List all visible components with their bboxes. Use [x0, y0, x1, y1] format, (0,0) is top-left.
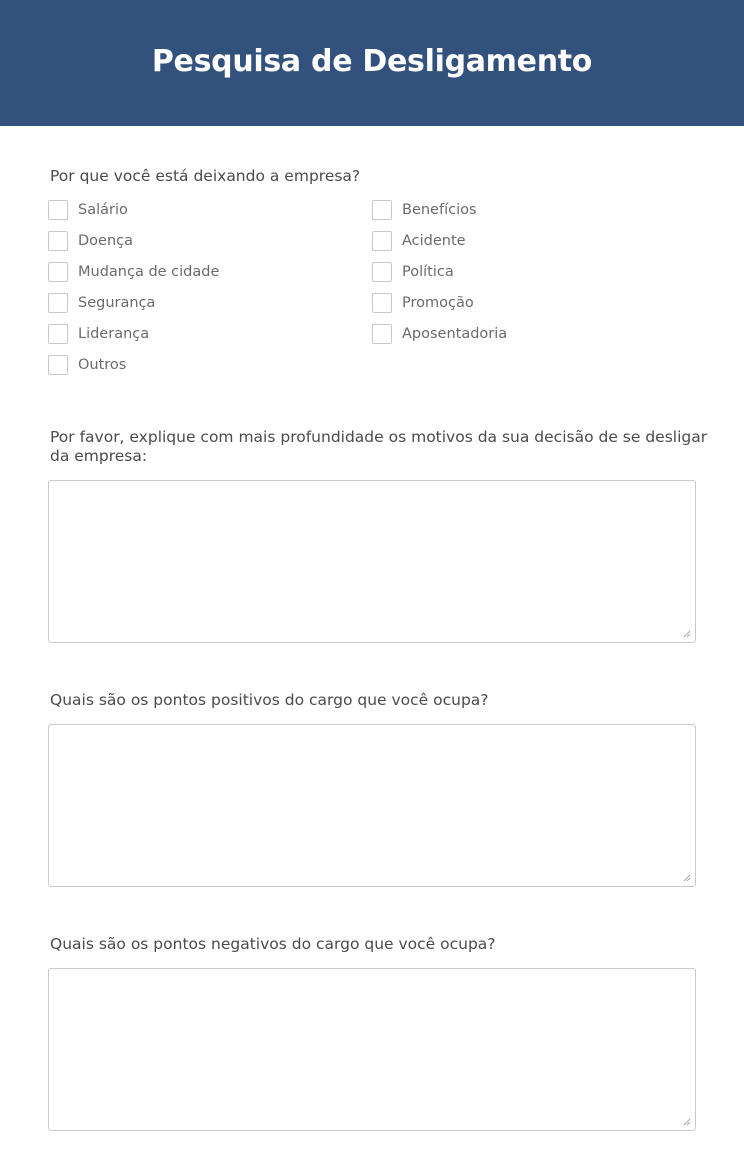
question-explain-label: Por favor, explique com mais profundidade os motivos da sua decisão de se desligar da empresa:	[50, 428, 708, 465]
checkbox-label: Promoção	[402, 295, 474, 311]
checkbox-label: Liderança	[78, 326, 150, 342]
checkbox-box[interactable]	[372, 293, 392, 313]
checkbox-label: Salário	[78, 202, 128, 218]
checkbox-box[interactable]	[48, 324, 68, 344]
negative-points-textarea[interactable]	[48, 968, 696, 1131]
question-negative-label: Quais são os pontos negativos do cargo que você ocupa?	[50, 935, 496, 953]
checkbox-doenca[interactable]	[48, 231, 133, 251]
positive-points-textarea[interactable]	[48, 724, 696, 887]
form-header	[0, 0, 744, 126]
checkbox-box[interactable]	[372, 231, 392, 251]
checkbox-promocao[interactable]	[372, 293, 474, 313]
explain-textarea[interactable]	[48, 480, 696, 643]
checkbox-salario[interactable]	[48, 200, 128, 220]
checkbox-acidente[interactable]	[372, 231, 466, 251]
checkbox-label: Acidente	[402, 233, 466, 249]
checkbox-lideranca[interactable]	[48, 324, 149, 344]
checkbox-seguranca[interactable]	[48, 293, 155, 313]
checkbox-beneficios[interactable]	[372, 200, 477, 220]
question-reason-label: Por que você está deixando a empresa?	[50, 167, 361, 185]
checkbox-outros[interactable]	[48, 355, 126, 375]
resize-handle-icon[interactable]	[683, 1118, 691, 1126]
checkbox-label: Política	[402, 264, 454, 280]
checkbox-label: Aposentadoria	[402, 326, 508, 342]
checkbox-label: Mudança de cidade	[78, 264, 220, 280]
checkbox-box[interactable]	[48, 231, 68, 251]
checkbox-label: Benefícios	[402, 202, 477, 218]
resize-handle-icon[interactable]	[683, 874, 691, 882]
checkbox-box[interactable]	[48, 293, 68, 313]
checkbox-label: Doença	[78, 233, 134, 249]
checkbox-label: Segurança	[78, 295, 156, 311]
checkbox-aposentadoria[interactable]	[372, 324, 507, 344]
checkbox-box[interactable]	[48, 200, 68, 220]
question-positive-label: Quais são os pontos positivos do cargo que você ocupa?	[50, 691, 489, 709]
checkbox-politica[interactable]	[372, 262, 454, 282]
checkbox-box[interactable]	[48, 262, 68, 282]
checkbox-label: Outros	[78, 357, 127, 373]
checkbox-box[interactable]	[372, 262, 392, 282]
checkbox-box[interactable]	[372, 324, 392, 344]
resize-handle-icon[interactable]	[683, 630, 691, 638]
checkbox-box[interactable]	[48, 355, 68, 375]
checkbox-box[interactable]	[372, 200, 392, 220]
checkbox-mudanca-de-cidade[interactable]	[48, 262, 219, 282]
form-title: Pesquisa de Desligamento	[151, 43, 593, 79]
